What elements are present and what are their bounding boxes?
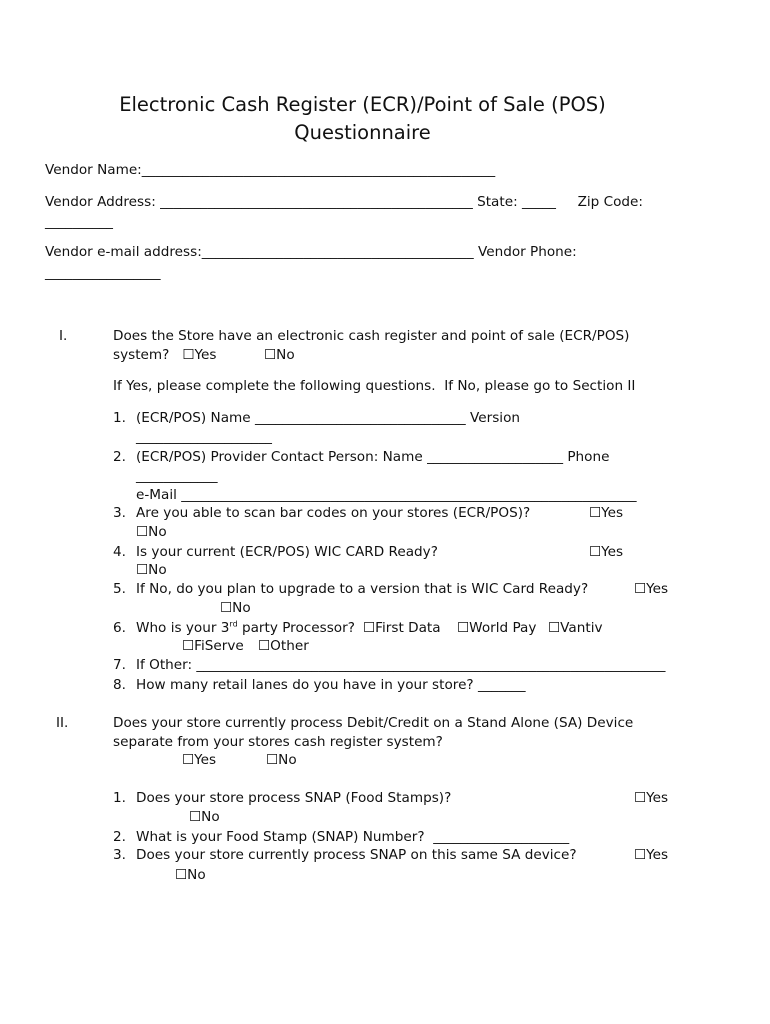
no-checkbox[interactable]: ☐No <box>189 809 220 825</box>
no-checkbox[interactable]: ☐No <box>220 600 251 616</box>
yes-checkbox[interactable]: ☐Yes <box>589 505 624 521</box>
item-number: 8. <box>113 677 126 693</box>
yes-checkbox[interactable]: ☐Yes <box>634 847 669 863</box>
item-number: 2. <box>113 829 126 845</box>
section-i-instruction: If Yes, please complete the following questions. If No, please go to Section II <box>113 378 636 394</box>
yes-checkbox[interactable]: ☐Yes <box>634 581 669 597</box>
yes-checkbox[interactable]: ☐Yes <box>589 544 624 560</box>
item-number: 4. <box>113 544 126 560</box>
section-i-question-line2[interactable]: system? ☐Yes ☐No <box>113 347 295 363</box>
section-number-ii: II. <box>56 715 69 731</box>
ecr-pos-version-field[interactable]: ____________________ <box>136 429 272 445</box>
provider-contact-field[interactable]: (ECR/POS) Provider Contact Person: Name ____________________ Phone <box>136 449 610 465</box>
no-checkbox[interactable]: ☐No <box>136 524 167 540</box>
fiserve-checkbox[interactable]: ☐FiServe <box>182 638 244 654</box>
world-pay-checkbox[interactable]: ☐World Pay <box>457 620 537 636</box>
item-number: 6. <box>113 620 126 636</box>
processor-question-text-b: party Processor? <box>237 620 355 636</box>
item-number: 2. <box>113 449 126 465</box>
section-ii-question-line2: separate from your stores cash register system? <box>113 734 443 750</box>
ordinal-suffix: rd <box>229 619 238 629</box>
item-number: 1. <box>113 410 126 426</box>
item-number: 1. <box>113 790 126 806</box>
if-other-field[interactable]: If Other: _____________________________________________________________________ <box>136 657 666 673</box>
section-i-question: Does the Store have an electronic cash register and point of sale (ECR/POS) <box>113 328 630 344</box>
snap-number-field[interactable]: What is your Food Stamp (SNAP) Number? ____________________ <box>136 829 570 845</box>
snap-same-device-question: Does your store currently process SNAP on this same SA device? <box>136 847 577 863</box>
no-checkbox[interactable]: ☐No <box>136 562 167 578</box>
first-data-checkbox[interactable]: ☐First Data <box>363 620 441 636</box>
vendor-phone-field-wrap[interactable]: _________________ <box>45 265 161 281</box>
vendor-email-field[interactable]: Vendor e-mail address:________________________________________ Vendor Phone: <box>45 244 577 260</box>
wic-card-ready-question: Is your current (ECR/POS) WIC CARD Ready? <box>136 544 438 560</box>
provider-phone-field-wrap[interactable]: ____________ <box>136 468 218 484</box>
retail-lanes-field[interactable]: How many retail lanes do you have in your store? _______ <box>136 677 526 693</box>
yes-checkbox[interactable]: ☐Yes <box>182 752 217 768</box>
vendor-address-field[interactable]: Vendor Address: ______________________________________________ State: _____ Zip Code: <box>45 194 643 210</box>
item-number: 3. <box>113 847 126 863</box>
vendor-name-field[interactable]: Vendor Name:____________________________________________________ <box>45 162 496 178</box>
item-number: 3. <box>113 505 126 521</box>
vendor-address-field-wrap[interactable]: __________ <box>45 214 113 230</box>
item-number: 5. <box>113 581 126 597</box>
processor-question <box>136 619 355 637</box>
scan-barcodes-question: Are you able to scan bar codes on your stores (ECR/POS)? <box>136 505 531 521</box>
item-number: 7. <box>113 657 126 673</box>
section-number-i: I. <box>59 328 68 344</box>
page-title: Electronic Cash Register (ECR)/Point of Sale (POS) <box>119 93 606 116</box>
upgrade-plan-question: If No, do you plan to upgrade to a version that is WIC Card Ready? <box>136 581 589 597</box>
provider-email-field[interactable]: e-Mail ___________________________________________________________________ <box>136 487 637 503</box>
page-title-line2: Questionnaire <box>294 121 431 144</box>
processor-question-text-a: Who is your 3 <box>136 620 230 636</box>
other-checkbox[interactable]: ☐Other <box>258 638 309 654</box>
section-ii-question: Does your store currently process Debit/Credit on a Stand Alone (SA) Device <box>113 715 634 731</box>
vantiv-checkbox[interactable]: ☐Vantiv <box>548 620 603 636</box>
yes-checkbox[interactable]: ☐Yes <box>634 790 669 806</box>
ecr-pos-name-field[interactable]: (ECR/POS) Name _______________________________ Version <box>136 410 520 426</box>
no-checkbox[interactable]: ☐No <box>266 752 297 768</box>
no-checkbox[interactable]: ☐No <box>175 867 206 883</box>
snap-process-question: Does your store process SNAP (Food Stamps)? <box>136 790 452 806</box>
